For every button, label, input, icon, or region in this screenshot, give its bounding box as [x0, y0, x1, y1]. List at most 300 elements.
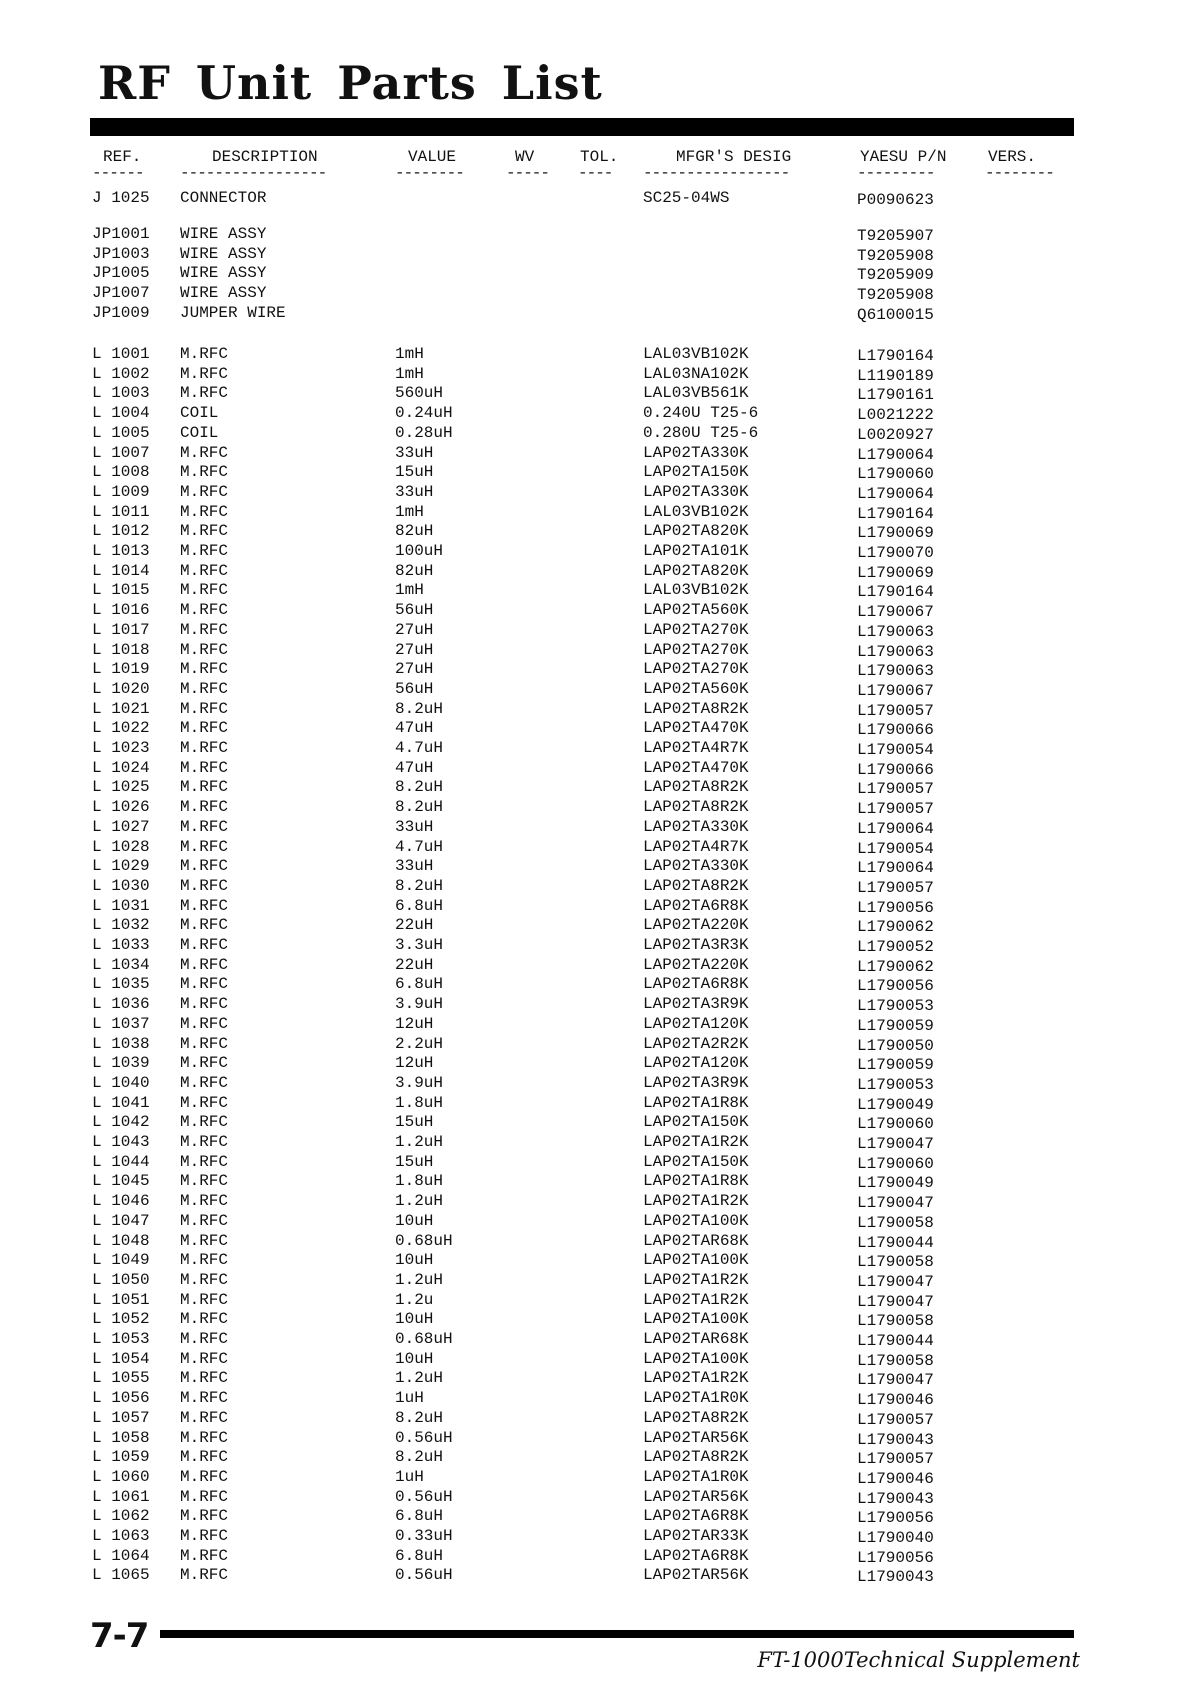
ref-cell: L 1038: [92, 1034, 150, 1053]
value-cell: 82uH: [395, 561, 434, 580]
description-cell: M.RFC: [180, 1369, 229, 1388]
table-row: [0, 738, 1190, 758]
separator-mfgr: -----------------: [643, 164, 790, 182]
mfgr-desig-cell: LAP02TA6R8K: [643, 975, 749, 994]
page-number: 7-7: [90, 1616, 149, 1656]
mfgr-desig-cell: LAP02TA1R8K: [643, 1172, 749, 1191]
table-row: [0, 758, 1190, 778]
ref-cell: L 1055: [92, 1369, 150, 1388]
value-cell: 10uH: [395, 1211, 434, 1230]
yaesu-pn-cell: T9205909: [857, 266, 934, 285]
yaesu-pn-cell: L1790053: [857, 997, 934, 1016]
description-cell: JUMPER WIRE: [180, 303, 286, 322]
value-cell: 10uH: [395, 1349, 434, 1368]
value-cell: 1.8uH: [395, 1093, 444, 1112]
yaesu-pn-cell: L1790164: [857, 504, 934, 523]
mfgr-desig-cell: LAP02TA6R8K: [643, 896, 749, 915]
description-cell: M.RFC: [180, 1113, 229, 1132]
mfgr-desig-cell: LAL03VB561K: [643, 384, 749, 403]
value-cell: 0.56uH: [395, 1428, 453, 1447]
description-cell: M.RFC: [180, 601, 229, 620]
yaesu-pn-cell: L1790049: [857, 1095, 934, 1114]
mfgr-desig-cell: LAP02TA6R8K: [643, 1546, 749, 1565]
description-cell: M.RFC: [180, 1054, 229, 1073]
value-cell: 1mH: [395, 364, 424, 383]
yaesu-pn-cell: L1790043: [857, 1430, 934, 1449]
mfgr-desig-cell: LAP02TA270K: [643, 620, 749, 639]
mfgr-desig-cell: LAP02TA100K: [643, 1211, 749, 1230]
value-cell: 12uH: [395, 1054, 434, 1073]
table-row: [0, 1290, 1190, 1310]
table-row: [0, 1152, 1190, 1172]
table-row: [0, 679, 1190, 699]
value-cell: 8.2uH: [395, 1408, 444, 1427]
yaesu-pn-cell: L1790058: [857, 1213, 934, 1232]
yaesu-pn-cell: L1790046: [857, 1469, 934, 1488]
description-cell: M.RFC: [180, 1172, 229, 1191]
value-cell: 15uH: [395, 463, 434, 482]
mfgr-desig-cell: LAP02TA560K: [643, 601, 749, 620]
mfgr-desig-cell: LAP02TA1R2K: [643, 1270, 749, 1289]
table-row: [0, 817, 1190, 837]
mfgr-desig-cell: LAP02TA330K: [643, 482, 749, 501]
yaesu-pn-cell: L1790066: [857, 721, 934, 740]
ref-cell: L 1047: [92, 1211, 150, 1230]
ref-cell: L 1016: [92, 601, 150, 620]
value-cell: 22uH: [395, 955, 434, 974]
description-cell: WIRE ASSY: [180, 284, 267, 303]
header-description: DESCRIPTION: [212, 148, 318, 166]
description-cell: M.RFC: [180, 463, 229, 482]
separator-value: --------: [395, 164, 464, 182]
yaesu-pn-cell: L1790043: [857, 1568, 934, 1587]
value-cell: 33uH: [395, 482, 434, 501]
yaesu-pn-cell: L1790060: [857, 1154, 934, 1173]
ref-cell: L 1045: [92, 1172, 150, 1191]
yaesu-pn-cell: L1790047: [857, 1135, 934, 1153]
description-cell: M.RFC: [180, 876, 229, 895]
table-row: [0, 600, 1190, 620]
value-cell: 3.3uH: [395, 936, 444, 954]
table-row: [0, 1487, 1190, 1507]
table-row: [0, 1428, 1190, 1448]
ref-cell: L 1029: [92, 857, 150, 876]
description-cell: M.RFC: [180, 1034, 229, 1053]
mfgr-desig-cell: LAP02TA1R2K: [643, 1133, 749, 1151]
value-cell: 27uH: [395, 620, 434, 639]
table-row: [0, 244, 1190, 264]
value-cell: 8.2uH: [395, 1448, 444, 1467]
table-row: [0, 1270, 1190, 1290]
mfgr-desig-cell: LAP02TA1R0K: [643, 1467, 749, 1486]
ref-cell: L 1026: [92, 798, 150, 817]
yaesu-pn-cell: L1790044: [857, 1233, 934, 1252]
table-row: [0, 580, 1190, 600]
ref-cell: L 1013: [92, 542, 150, 560]
value-cell: 0.68uH: [395, 1330, 453, 1348]
ref-cell: L 1007: [92, 443, 150, 462]
table-row: [0, 1329, 1190, 1349]
ref-cell: L 1009: [92, 482, 150, 501]
description-cell: M.RFC: [180, 1152, 229, 1171]
mfgr-desig-cell: LAP02TA120K: [643, 1054, 749, 1073]
mfgr-desig-cell: LAP02TA8R2K: [643, 1408, 749, 1427]
ref-cell: JP1009: [92, 303, 150, 322]
value-cell: 6.8uH: [395, 896, 444, 915]
yaesu-pn-cell: L1790047: [857, 1292, 934, 1311]
yaesu-pn-cell: L1790059: [857, 1016, 934, 1035]
description-cell: M.RFC: [180, 699, 229, 718]
separator-vers: --------: [985, 164, 1054, 182]
description-cell: M.RFC: [180, 1231, 229, 1250]
yaesu-pn-cell: L1790064: [857, 445, 934, 464]
value-cell: 0.68uH: [395, 1231, 453, 1250]
ref-cell: L 1054: [92, 1349, 150, 1368]
table-row: [0, 718, 1190, 738]
mfgr-desig-cell: LAP02TA270K: [643, 640, 749, 659]
description-cell: M.RFC: [180, 482, 229, 501]
mfgr-desig-cell: LAP02TA1R8K: [643, 1093, 749, 1112]
separator-wv: -----: [506, 164, 550, 182]
yaesu-pn-cell: L1790057: [857, 1450, 934, 1469]
header-ref: REF.: [103, 148, 142, 166]
header-value: VALUE: [408, 148, 457, 166]
mfgr-desig-cell: LAP02TA8R2K: [643, 798, 749, 817]
mfgr-desig-cell: LAP02TA8R2K: [643, 876, 749, 895]
value-cell: 82uH: [395, 522, 434, 541]
footer-rule: [160, 1630, 1074, 1638]
mfgr-desig-cell: LAP02TA1R2K: [643, 1192, 749, 1211]
value-cell: 10uH: [395, 1251, 434, 1270]
ref-cell: L 1053: [92, 1330, 150, 1348]
mfgr-desig-cell: LAP02TA2R2K: [643, 1034, 749, 1053]
ref-cell: JP1005: [92, 264, 150, 283]
table-row: [0, 1250, 1190, 1270]
mfgr-desig-cell: SC25-04WS: [643, 189, 730, 207]
separator-ref: ------: [92, 164, 144, 182]
value-cell: 1mH: [395, 581, 424, 600]
ref-cell: L 1027: [92, 817, 150, 836]
mfgr-desig-cell: LAP02TA4R7K: [643, 739, 749, 757]
yaesu-pn-cell: L1790064: [857, 859, 934, 878]
mfgr-desig-cell: LAP02TA6R8K: [643, 1507, 749, 1526]
description-cell: M.RFC: [180, 739, 229, 757]
mfgr-desig-cell: LAL03VB102K: [643, 345, 749, 363]
mfgr-desig-cell: LAP02TA220K: [643, 916, 749, 935]
yaesu-pn-cell: P0090623: [857, 191, 934, 209]
yaesu-pn-cell: L1790043: [857, 1489, 934, 1508]
description-cell: WIRE ASSY: [180, 244, 267, 263]
mfgr-desig-cell: LAP02TA470K: [643, 758, 749, 777]
ref-cell: L 1031: [92, 896, 150, 915]
value-cell: 27uH: [395, 640, 434, 659]
table-row: [0, 1408, 1190, 1428]
value-cell: 8.2uH: [395, 699, 444, 718]
yaesu-pn-cell: L0021222: [857, 406, 934, 425]
table-row: [0, 1506, 1190, 1526]
yaesu-pn-cell: T9205907: [857, 227, 934, 245]
table-row: [0, 303, 1190, 323]
value-cell: 100uH: [395, 542, 444, 560]
yaesu-pn-cell: L1790049: [857, 1174, 934, 1193]
mfgr-desig-cell: LAP02TA820K: [643, 561, 749, 580]
separator-yaesu-pn: ---------: [857, 164, 935, 182]
table-row: [0, 521, 1190, 541]
value-cell: 10uH: [395, 1310, 434, 1329]
ref-cell: L 1023: [92, 739, 150, 757]
ref-cell: L 1003: [92, 384, 150, 403]
description-cell: M.RFC: [180, 384, 229, 403]
table-row: [0, 224, 1190, 244]
header-yaesu-pn: YAESU P/N: [860, 148, 947, 166]
description-cell: M.RFC: [180, 936, 229, 954]
yaesu-pn-cell: L1790047: [857, 1371, 934, 1390]
yaesu-pn-cell: L1790056: [857, 1548, 934, 1567]
yaesu-pn-cell: L1790070: [857, 544, 934, 562]
table-row: [0, 541, 1190, 561]
ref-cell: L 1044: [92, 1152, 150, 1171]
description-cell: M.RFC: [180, 581, 229, 600]
mfgr-desig-cell: 0.240U T25-6: [643, 404, 759, 423]
table-row: [0, 837, 1190, 857]
yaesu-pn-cell: L1790063: [857, 662, 934, 681]
description-cell: M.RFC: [180, 955, 229, 974]
table-row: [0, 1467, 1190, 1487]
value-cell: 1.2uH: [395, 1133, 444, 1151]
ref-cell: L 1041: [92, 1093, 150, 1112]
table-row: [0, 777, 1190, 797]
description-cell: M.RFC: [180, 660, 229, 679]
description-cell: M.RFC: [180, 995, 229, 1014]
table-row: [0, 1093, 1190, 1113]
yaesu-pn-cell: L1790164: [857, 583, 934, 602]
mfgr-desig-cell: LAP02TA100K: [643, 1310, 749, 1329]
table-row: [0, 1034, 1190, 1054]
ref-cell: L 1059: [92, 1448, 150, 1467]
ref-cell: J 1025: [92, 189, 150, 207]
table-row: [0, 640, 1190, 660]
ref-cell: L 1040: [92, 1073, 150, 1092]
ref-cell: L 1019: [92, 660, 150, 679]
value-cell: 0.56uH: [395, 1566, 453, 1585]
ref-cell: L 1004: [92, 404, 150, 423]
table-row: [0, 659, 1190, 679]
description-cell: CONNECTOR: [180, 189, 267, 207]
table-row: [0, 935, 1190, 955]
table-row: [0, 364, 1190, 384]
description-cell: M.RFC: [180, 1527, 229, 1545]
ref-cell: L 1039: [92, 1054, 150, 1073]
page-title: RF Unit Parts List: [98, 56, 603, 110]
ref-cell: L 1058: [92, 1428, 150, 1447]
table-row: [0, 263, 1190, 283]
mfgr-desig-cell: LAL03VB102K: [643, 502, 749, 521]
table-row: [0, 699, 1190, 719]
table-row: [0, 1053, 1190, 1073]
table-row: [0, 1546, 1190, 1566]
description-cell: M.RFC: [180, 916, 229, 935]
yaesu-pn-cell: L1790058: [857, 1351, 934, 1370]
value-cell: 0.33uH: [395, 1527, 453, 1545]
value-cell: 8.2uH: [395, 876, 444, 895]
table-row: [0, 896, 1190, 916]
description-cell: M.RFC: [180, 561, 229, 580]
ref-cell: L 1050: [92, 1270, 150, 1289]
ref-cell: L 1034: [92, 955, 150, 974]
mfgr-desig-cell: LAP02TA150K: [643, 1113, 749, 1132]
yaesu-pn-cell: L1790054: [857, 741, 934, 759]
ref-cell: JP1003: [92, 244, 150, 263]
header-vers: VERS.: [988, 148, 1037, 166]
value-cell: 27uH: [395, 660, 434, 679]
mfgr-desig-cell: LAP02TA8R2K: [643, 778, 749, 797]
value-cell: 56uH: [395, 679, 434, 698]
description-cell: M.RFC: [180, 640, 229, 659]
yaesu-pn-cell: L1790164: [857, 347, 934, 365]
value-cell: 6.8uH: [395, 1507, 444, 1526]
description-cell: M.RFC: [180, 857, 229, 876]
ref-cell: L 1014: [92, 561, 150, 580]
ref-cell: L 1025: [92, 778, 150, 797]
value-cell: 4.7uH: [395, 739, 444, 757]
table-row: [0, 994, 1190, 1014]
description-cell: M.RFC: [180, 620, 229, 639]
mfgr-desig-cell: LAP02TA150K: [643, 1152, 749, 1171]
ref-cell: L 1056: [92, 1389, 150, 1408]
description-cell: M.RFC: [180, 679, 229, 698]
value-cell: 56uH: [395, 601, 434, 620]
ref-cell: L 1036: [92, 995, 150, 1014]
description-cell: M.RFC: [180, 1192, 229, 1211]
ref-cell: L 1028: [92, 837, 150, 856]
description-cell: M.RFC: [180, 1467, 229, 1486]
description-cell: M.RFC: [180, 719, 229, 738]
ref-cell: L 1030: [92, 876, 150, 895]
description-cell: M.RFC: [180, 1093, 229, 1112]
yaesu-pn-cell: L1190189: [857, 366, 934, 385]
value-cell: 15uH: [395, 1152, 434, 1171]
mfgr-desig-cell: 0.280U T25-6: [643, 423, 759, 442]
ref-cell: L 1060: [92, 1467, 150, 1486]
mfgr-desig-cell: LAP02TA101K: [643, 542, 749, 560]
mfgr-desig-cell: LAP02TA3R9K: [643, 995, 749, 1014]
ref-cell: L 1008: [92, 463, 150, 482]
table-row: [0, 620, 1190, 640]
value-cell: 560uH: [395, 384, 444, 403]
table-row: [0, 283, 1190, 303]
yaesu-pn-cell: L1790057: [857, 878, 934, 897]
table-row: [0, 1368, 1190, 1388]
table-row: [0, 876, 1190, 896]
description-cell: M.RFC: [180, 364, 229, 383]
description-cell: M.RFC: [180, 1251, 229, 1270]
yaesu-pn-cell: L1790057: [857, 780, 934, 799]
yaesu-pn-cell: L1790059: [857, 1056, 934, 1075]
mfgr-desig-cell: LAP02TA330K: [643, 857, 749, 876]
table-row: [0, 1526, 1190, 1546]
value-cell: 12uH: [395, 1014, 434, 1033]
mfgr-desig-cell: LAP02TA150K: [643, 463, 749, 482]
value-cell: 3.9uH: [395, 995, 444, 1014]
table-row: [0, 383, 1190, 403]
mfgr-desig-cell: LAP02TAR56K: [643, 1428, 749, 1447]
yaesu-pn-cell: L1790058: [857, 1312, 934, 1331]
yaesu-pn-cell: L1790069: [857, 563, 934, 582]
value-cell: 1.2uH: [395, 1192, 444, 1211]
table-row: [0, 1112, 1190, 1132]
ref-cell: L 1012: [92, 522, 150, 541]
description-cell: M.RFC: [180, 345, 229, 363]
description-cell: COIL: [180, 423, 219, 442]
table-row: [0, 1388, 1190, 1408]
value-cell: 33uH: [395, 443, 434, 462]
description-cell: M.RFC: [180, 1270, 229, 1289]
separator-tol: ----: [578, 164, 613, 182]
yaesu-pn-cell: L1790053: [857, 1075, 934, 1094]
table-row: [0, 1191, 1190, 1211]
yaesu-pn-cell: L1790058: [857, 1253, 934, 1272]
ref-cell: L 1015: [92, 581, 150, 600]
value-cell: 0.56uH: [395, 1487, 453, 1506]
ref-cell: L 1043: [92, 1133, 150, 1151]
value-cell: 4.7uH: [395, 837, 444, 856]
description-cell: M.RFC: [180, 1014, 229, 1033]
value-cell: 22uH: [395, 916, 434, 935]
ref-cell: L 1062: [92, 1507, 150, 1526]
value-cell: 1mH: [395, 502, 424, 521]
mfgr-desig-cell: LAP02TA3R3K: [643, 936, 749, 954]
table-row: [0, 561, 1190, 581]
table-row: [0, 1014, 1190, 1034]
description-cell: M.RFC: [180, 1211, 229, 1230]
ref-cell: L 1065: [92, 1566, 150, 1585]
mfgr-desig-cell: LAP02TAR56K: [643, 1487, 749, 1506]
table-row: [0, 462, 1190, 482]
document-name: FT-1000Technical Supplement: [757, 1648, 1080, 1672]
description-cell: WIRE ASSY: [180, 225, 267, 243]
mfgr-desig-cell: LAP02TA560K: [643, 679, 749, 698]
description-cell: M.RFC: [180, 1566, 229, 1585]
description-cell: M.RFC: [180, 502, 229, 521]
ref-cell: L 1005: [92, 423, 150, 442]
value-cell: 8.2uH: [395, 798, 444, 817]
yaesu-pn-cell: L1790057: [857, 701, 934, 720]
table-row: [0, 1447, 1190, 1467]
value-cell: 0.28uH: [395, 423, 453, 442]
yaesu-pn-cell: L1790054: [857, 839, 934, 858]
description-cell: M.RFC: [180, 1310, 229, 1329]
description-cell: M.RFC: [180, 1487, 229, 1506]
mfgr-desig-cell: LAP02TA330K: [643, 817, 749, 836]
ref-cell: L 1042: [92, 1113, 150, 1132]
table-row: [0, 1132, 1190, 1152]
value-cell: 1.2u: [395, 1290, 434, 1309]
value-cell: 15uH: [395, 1113, 434, 1132]
yaesu-pn-cell: L1790056: [857, 977, 934, 996]
table-row: [0, 502, 1190, 522]
description-cell: M.RFC: [180, 798, 229, 817]
yaesu-pn-cell: L1790063: [857, 642, 934, 661]
mfgr-desig-cell: LAP02TAR68K: [643, 1231, 749, 1250]
ref-cell: L 1052: [92, 1310, 150, 1329]
description-cell: M.RFC: [180, 1290, 229, 1309]
yaesu-pn-cell: L1790047: [857, 1272, 934, 1291]
table-row: [0, 1211, 1190, 1231]
ref-cell: L 1022: [92, 719, 150, 738]
value-cell: 33uH: [395, 857, 434, 876]
value-cell: 47uH: [395, 758, 434, 777]
yaesu-pn-cell: L1790044: [857, 1332, 934, 1350]
